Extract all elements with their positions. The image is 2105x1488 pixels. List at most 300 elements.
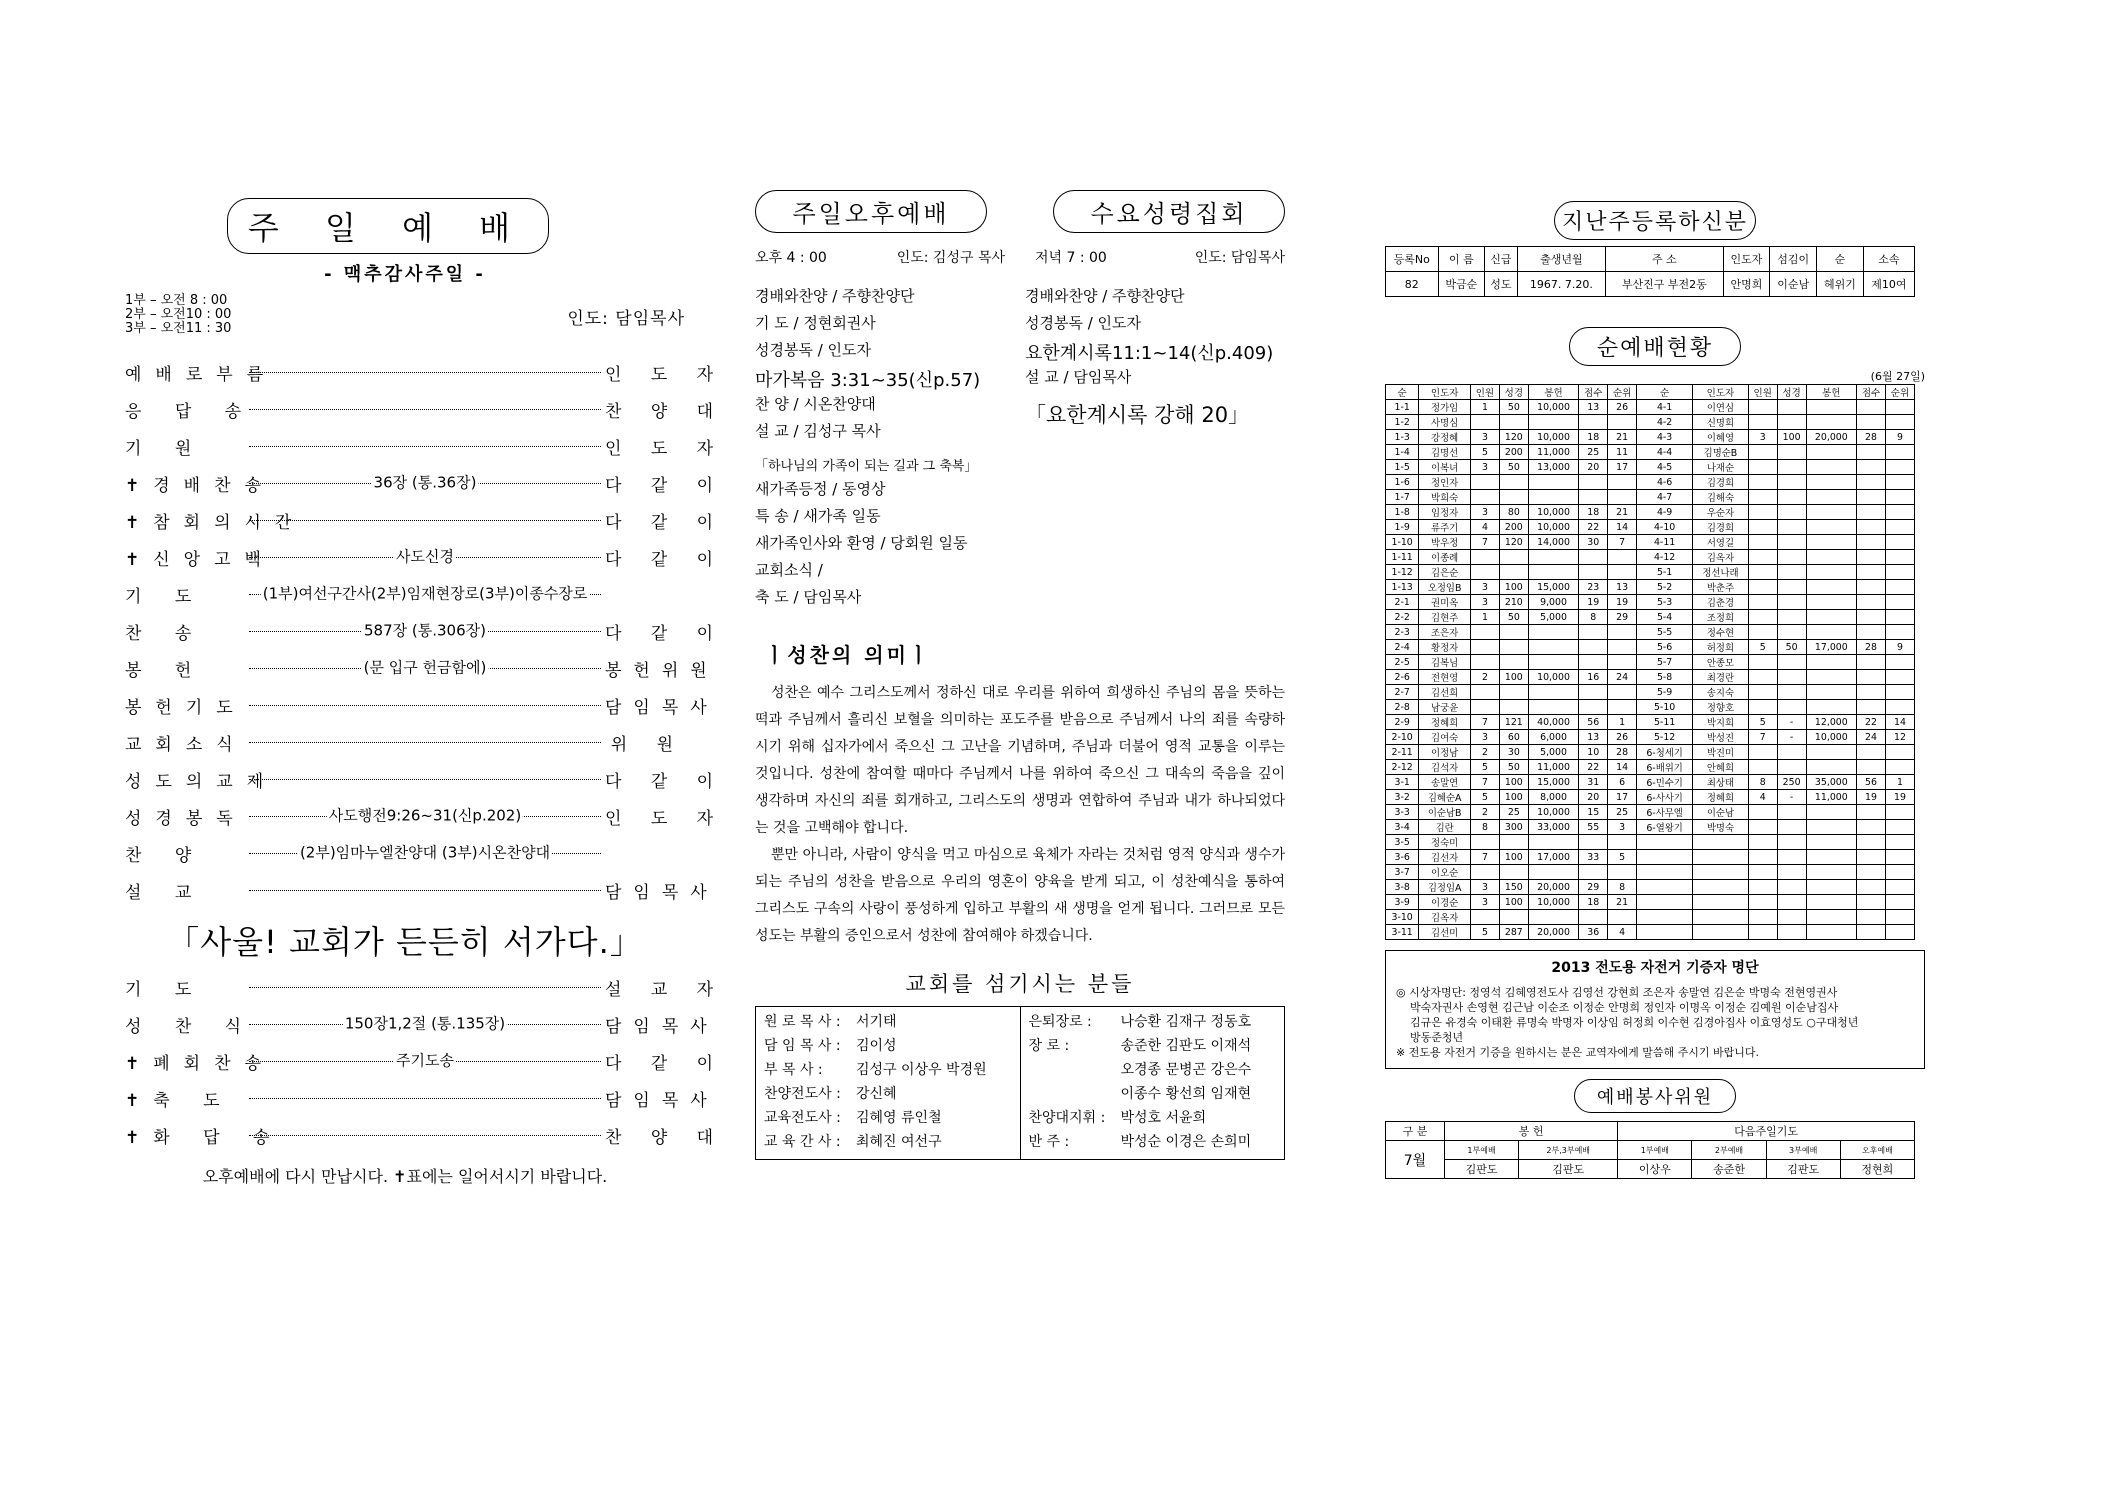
cell: 18 [1579,430,1608,445]
cell: 1967. 7.20. [1517,272,1605,297]
cell: 19 [1579,595,1608,610]
cell [1806,415,1857,430]
cell [1470,565,1499,580]
staff-names: 서기태 [856,1014,897,1030]
cell [1693,925,1749,940]
order-item [125,798,726,835]
cell [1748,580,1777,595]
cell: 100 [1499,850,1528,865]
attendance-table [1385,384,1915,940]
cell [1777,535,1806,550]
order-item [125,835,685,872]
header-cell: 성경 [1777,385,1806,400]
cell [1528,865,1579,880]
staff-column [1020,1007,1285,1159]
cell [1857,505,1886,520]
cell [1693,880,1749,895]
order-item-person: 인 도 자 [605,439,726,459]
cell: 1-9 [1386,520,1419,535]
cell: 3 [1470,460,1499,475]
cell [1857,445,1886,460]
cell [1806,445,1857,460]
cell [1528,835,1579,850]
order-item-person: 다 같 이 [605,624,726,644]
cell [1608,835,1637,850]
table-row [1386,520,1915,535]
cell: 2 [1470,745,1499,760]
cell [1806,475,1857,490]
cell [1748,835,1777,850]
cell [1748,895,1777,910]
cell: 정선나래 [1693,565,1749,580]
cell [1637,910,1693,925]
cell: 11,000 [1528,760,1579,775]
service-time: 1부 – 오전 8 : 00 [125,293,228,308]
cell: 3 [1470,595,1499,610]
cell: 20,000 [1806,430,1857,445]
cell [1499,475,1528,490]
header-cell: 소속 [1863,247,1914,272]
header-cell: 이 름 [1438,247,1485,272]
cell [1806,745,1857,760]
cell [1499,910,1528,925]
cell [1528,700,1579,715]
cell [1748,760,1777,775]
dotted-leader [249,1051,601,1070]
staff-role: 장 로 : [1028,1038,1070,1054]
cell [1885,910,1914,925]
order-item-person: 위 원 [610,735,685,755]
header-cell: 순위 [1608,385,1637,400]
cell: 2 [1470,805,1499,820]
cell [1885,835,1914,850]
cell: 10,000 [1528,430,1579,445]
cell: 26 [1608,400,1637,415]
order-item [125,1117,726,1154]
dotted-leader [249,987,601,988]
cell [1806,490,1857,505]
cell: 28 [1857,430,1886,445]
cell: 18 [1579,505,1608,520]
cell: 박희숙 [1419,490,1471,505]
cell [1499,685,1528,700]
cell: 100 [1499,790,1528,805]
cell [1499,415,1528,430]
table-header-row [1386,385,1915,400]
cell [1857,520,1886,535]
cell [1857,865,1886,880]
cell: 전현영 [1419,670,1471,685]
cell [1857,460,1886,475]
order-item-name: ✝축 도 [125,1091,234,1111]
cell: 30 [1579,535,1608,550]
cell: 82 [1386,272,1439,297]
cell: 6-사사기 [1637,790,1693,805]
cell [1579,910,1608,925]
cell: 5-9 [1637,685,1693,700]
table-row [1386,865,1915,880]
cell [1885,460,1914,475]
cell [1806,460,1857,475]
cell [1528,655,1579,670]
program-line: 설 교 / 담임목사 [1025,368,1132,386]
cell [1470,835,1499,850]
header-cell: 봉헌 [1528,385,1579,400]
cell: 28 [1857,640,1886,655]
cell: 정수현 [1693,625,1749,640]
cell: 7 [1470,535,1499,550]
staff-row [1029,1083,1277,1107]
cell [1777,865,1806,880]
order-item [125,465,726,502]
header-cell: 등록No [1386,247,1439,272]
program-line: 경배와찬양 / 주향찬양단 [1025,287,1185,305]
dotted-leader [249,658,601,677]
order-item-name: 성도의교제 [125,772,278,792]
cell: 11 [1608,445,1637,460]
cell [1777,880,1806,895]
cell: 이경순 [1419,895,1471,910]
cell: 10,000 [1528,670,1579,685]
cell: 6-배위기 [1637,760,1693,775]
service-committee-title: 예배봉사위원 [1574,1079,1736,1113]
table-row [1386,925,1915,940]
table-row [1386,910,1915,925]
cell: 30 [1499,745,1528,760]
program-line: 특 송 / 새가족 일동 [755,507,881,525]
header-cell: 인원 [1748,385,1777,400]
table-row [1386,775,1915,790]
cell: 5-3 [1637,595,1693,610]
dotted-leader [249,806,601,825]
cell: 1 [1608,715,1637,730]
order-item [125,761,726,798]
cell: 300 [1499,820,1528,835]
staff-row [764,1035,1012,1059]
cell: 4 [1608,925,1637,940]
cell [1806,625,1857,640]
sunday-worship-title: 주 일 예 배 [227,198,549,254]
worship-leader: 인도: 담임목사 [567,309,685,329]
cell: 권미옥 [1419,595,1471,610]
cell: 7 [1608,535,1637,550]
cell: 김현주 [1419,610,1471,625]
table-row [1386,790,1915,805]
cell: 35,000 [1806,775,1857,790]
cell [1499,565,1528,580]
cell: 류주기 [1419,520,1471,535]
cell: 송지숙 [1693,685,1749,700]
cell: 50 [1499,400,1528,415]
program-line: 축 도 / 담임목사 [755,588,862,606]
cell: 4-12 [1637,550,1693,565]
cell: 이순남 [1693,805,1749,820]
staff-role: 교육전도사 : [764,1110,841,1126]
cell [1777,565,1806,580]
table-row [1386,550,1915,565]
cell [1777,700,1806,715]
cell [1857,655,1886,670]
order-item-detail: (2부)임마누엘찬양대 (3부)시온찬양대 [299,843,551,862]
staff-role: 담 임 목 사 : [764,1038,841,1054]
cell: 최상태 [1693,775,1749,790]
table-row [1386,595,1915,610]
cell [1608,550,1637,565]
cell [1470,415,1499,430]
cell [1857,820,1886,835]
cell [1608,655,1637,670]
table-row [1386,565,1915,580]
cell: 5-12 [1637,730,1693,745]
cell: 3 [1470,895,1499,910]
cell [1885,865,1914,880]
dotted-leader [249,742,601,743]
cell [1777,805,1806,820]
cell [1748,880,1777,895]
table-row [1386,535,1915,550]
header-cell: 인도자 [1693,385,1749,400]
table-row [1386,805,1915,820]
cell: 김판도 [1766,1160,1840,1179]
cell [1777,745,1806,760]
cell [1748,925,1777,940]
table-row [1386,880,1915,895]
staff-names: 강신혜 [856,1086,897,1102]
header-cell: 봉헌 [1806,385,1857,400]
cell: 10,000 [1528,400,1579,415]
cell: 김명순B [1693,445,1749,460]
cell: 2-6 [1386,670,1419,685]
cell [1806,805,1857,820]
cell [1885,580,1914,595]
table-row [1386,445,1915,460]
cell [1885,415,1914,430]
cell [1806,610,1857,625]
cell: 3 [1748,430,1777,445]
cell [1499,640,1528,655]
cell [1693,850,1749,865]
cell: 9 [1885,640,1914,655]
table-row [1386,625,1915,640]
cell: 김선미 [1419,925,1471,940]
cell: 56 [1579,715,1608,730]
cell [1693,910,1749,925]
cell [1777,460,1806,475]
staff-names: 박성순 이경은 손희미 [1120,1134,1252,1150]
header-cell: 인도자 [1419,385,1471,400]
cell: 20 [1579,460,1608,475]
cell [1777,910,1806,925]
cell: 7 [1470,775,1499,790]
cell: 송말연 [1419,775,1471,790]
cell: 김복님 [1419,655,1471,670]
order-item-person: 다 같 이 [605,772,726,792]
cell [1857,925,1886,940]
cell [1806,520,1857,535]
cell [1499,700,1528,715]
donor-note: ※ 전도용 자전거 기증을 원하시는 분은 교역자에게 말씀해 주시기 바랍니다. [1396,1046,1759,1059]
cell: 19 [1857,790,1886,805]
cell [1470,625,1499,640]
order-item-name: ✝화 답 송 [125,1128,284,1148]
order-item-person: 봉헌위원 [605,661,719,681]
cell [1885,700,1914,715]
order-item [125,576,685,613]
cell: 3 [1470,730,1499,745]
cell: 5,000 [1528,745,1579,760]
cell [1748,625,1777,640]
order-of-worship [125,354,726,909]
cell [1885,625,1914,640]
cell [1608,490,1637,505]
cell [1608,640,1637,655]
cell: 121 [1499,715,1528,730]
cell: 20,000 [1528,925,1579,940]
service-committee-table [1385,1121,1915,1179]
cell: 2부,3부예배 [1519,1141,1618,1160]
cell: 3부예배 [1766,1141,1840,1160]
cell: 부산진구 부전2동 [1606,272,1724,297]
cell: 4-10 [1637,520,1693,535]
wednesday-leader: 인도: 담임목사 [1194,250,1285,266]
cell [1885,925,1914,940]
cell: 33,000 [1528,820,1579,835]
cell: 6-청세기 [1637,745,1693,760]
table-row [1386,610,1915,625]
cell: 사명심 [1419,415,1471,430]
staff-names: 이종수 황선희 임재현 [1120,1086,1252,1102]
program-line: 새가족등정 / 동영상 [755,480,886,498]
cell [1470,865,1499,880]
cell: 박성진 [1693,730,1749,745]
order-item [125,539,726,576]
cell: 8 [1608,880,1637,895]
cell: 1-2 [1386,415,1419,430]
cell: 13 [1608,580,1637,595]
cell: 이복녀 [1419,460,1471,475]
cell [1748,460,1777,475]
cell: 9 [1885,430,1914,445]
cell: 10,000 [1528,805,1579,820]
cell: 2-8 [1386,700,1419,715]
cell: 황정자 [1419,640,1471,655]
cell: 5-10 [1637,700,1693,715]
cell: 6 [1608,775,1637,790]
cell: 60 [1499,730,1528,745]
cell: 22 [1857,715,1886,730]
cell: 정가임 [1419,400,1471,415]
cell: 12 [1885,730,1914,745]
cell: 24 [1608,670,1637,685]
cell [1528,910,1579,925]
cell: 1-11 [1386,550,1419,565]
cell: 2-2 [1386,610,1419,625]
cell [1885,505,1914,520]
cell [1528,565,1579,580]
cell: 이정남 [1419,745,1471,760]
cell: 24 [1857,730,1886,745]
cell: 강정혜 [1419,430,1471,445]
cell: 5 [1470,790,1499,805]
order-item-name: 봉헌기도 [125,698,247,718]
cell: 안명희 [1723,272,1770,297]
cell: 14 [1608,520,1637,535]
cell [1806,535,1857,550]
cell [1857,475,1886,490]
cell [1806,580,1857,595]
sunday-worship-column [125,190,726,1187]
cell: 조은자 [1419,625,1471,640]
church-staff-box [755,1006,1285,1160]
cell: 9,000 [1528,595,1579,610]
cell [1499,625,1528,640]
cell: 4-7 [1637,490,1693,505]
cell: 50 [1499,460,1528,475]
cell [1777,550,1806,565]
staff-row [1029,1107,1277,1131]
cell [1777,445,1806,460]
cell [1777,610,1806,625]
wednesday-scripture: 요한계시록11:1~14(신p.409) [1025,343,1274,364]
program-line: 경배와찬양 / 주향찬양단 [755,287,915,305]
order-item-detail: 사도신경 [396,547,454,566]
dotted-leader [249,1135,601,1136]
cell [1885,610,1914,625]
cell: 김춘경 [1693,595,1749,610]
cell [1885,670,1914,685]
cell: 17,000 [1806,640,1857,655]
cell: 2-7 [1386,685,1419,700]
order-item-name: 기 도 [125,587,206,607]
cell: 210 [1499,595,1528,610]
communion-section-title: ㅣ성찬의 의미ㅣ [765,643,932,667]
cell: 2-11 [1386,745,1419,760]
cell: 최경란 [1693,670,1749,685]
cell [1857,610,1886,625]
cell [1470,655,1499,670]
cell [1499,655,1528,670]
cell: 5-1 [1637,565,1693,580]
cell: 10 [1579,745,1608,760]
cell: 정현희 [1840,1160,1914,1179]
cell: 14 [1885,715,1914,730]
cell: 김경희 [1693,475,1749,490]
order-item-detail: 150장1,2절 (통.135장) [344,1014,506,1033]
cell [1857,805,1886,820]
cell [1885,895,1914,910]
cell [1470,490,1499,505]
program-line: 찬 양 / 시온찬양대 [755,395,876,413]
cell [1528,625,1579,640]
church-staff-title: 교회를 섬기시는 분들 [905,972,1135,996]
cell [1885,550,1914,565]
cell: 3-4 [1386,820,1419,835]
program-line: 기 도 / 정현회권사 [755,314,876,332]
cell [1777,490,1806,505]
cell [1748,490,1777,505]
dotted-leader [249,409,601,410]
cell: 13,000 [1528,460,1579,475]
cell: 22 [1579,520,1608,535]
cell [1748,505,1777,520]
cell: 4-3 [1637,430,1693,445]
cell [1579,835,1608,850]
cell [1528,415,1579,430]
cell: 1-13 [1386,580,1419,595]
staff-role [1029,1083,1121,1107]
cell [1579,655,1608,670]
cell: 김선자 [1419,850,1471,865]
